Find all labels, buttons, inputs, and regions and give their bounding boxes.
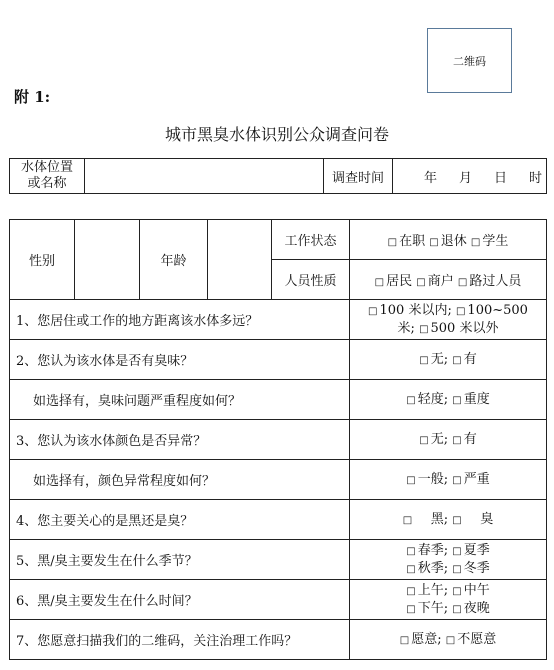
answer-options: □ 无; □ 有: [350, 340, 547, 380]
question-row: [10, 300, 547, 340]
age-input-cell[interactable]: [208, 220, 272, 300]
checkbox-icon[interactable]: □: [457, 277, 468, 288]
gender-label: 性别: [10, 220, 75, 300]
checkbox-icon[interactable]: □: [402, 514, 413, 526]
checkbox-icon[interactable]: □: [406, 585, 416, 597]
question-text: 6、黑/臭主要发生在什么时间？: [10, 580, 350, 620]
question-row: [10, 420, 547, 460]
answer-options: □ 无; □ 有: [350, 420, 547, 460]
checkbox-icon[interactable]: □: [470, 237, 481, 248]
answer-options: □ 100 米以内; □ 100~500 米; □ 500 米以外: [350, 300, 547, 340]
checkbox-icon[interactable]: □: [406, 545, 416, 557]
work-status-label: 工作状态: [272, 220, 350, 260]
survey-table: [9, 219, 547, 660]
answer-options: □ 轻度; □ 重度: [350, 380, 547, 420]
question-row: [10, 340, 547, 380]
question-row: [10, 500, 547, 540]
checkbox-icon[interactable]: □: [399, 634, 410, 646]
checkbox-icon[interactable]: □: [368, 305, 378, 317]
checkbox-icon[interactable]: □: [416, 277, 426, 288]
checkbox-icon[interactable]: □: [419, 354, 429, 366]
answer-options: □ 一般; □ 严重: [350, 460, 547, 500]
question-text: 4、您主要关心的是黑还是臭？: [10, 500, 350, 540]
location-table: [9, 158, 547, 194]
age-label: 年龄: [140, 220, 208, 300]
survey-time-label: 调查时间: [324, 159, 393, 194]
page-title: 城市黑臭水体识别公众调查问卷: [164, 125, 389, 144]
question-text: 2、您认为该水体是否有臭味？: [10, 340, 350, 380]
question-text: 5、黑/臭主要发生在什么季节？: [10, 540, 350, 580]
answer-options: □ 黑; □ 臭: [350, 500, 547, 540]
question-text: 3、您认为该水体颜色是否异常？: [10, 420, 350, 460]
question-text: 1、您居住或工作的地方距离该水体多远？: [10, 300, 350, 340]
checkbox-icon[interactable]: □: [374, 277, 385, 288]
qr-code-placeholder: [427, 28, 512, 93]
checkbox-icon[interactable]: □: [452, 603, 462, 615]
work-status-options: □ 在职 □ 退休 □ 学生: [350, 220, 547, 260]
identity-label: 人员性质: [272, 260, 350, 300]
checkbox-icon[interactable]: □: [445, 634, 456, 646]
checkbox-icon[interactable]: □: [419, 323, 429, 335]
checkbox-icon[interactable]: □: [406, 474, 416, 486]
question-row: [10, 380, 547, 420]
location-label: 水体位置 或名称: [10, 159, 85, 194]
attachment-label: 附 1:: [14, 88, 51, 106]
checkbox-icon[interactable]: □: [429, 237, 439, 248]
checkbox-icon[interactable]: □: [452, 563, 462, 575]
qr-label: 二维码: [453, 54, 486, 68]
answer-options: □ 愿意; □ 不愿意: [350, 620, 547, 660]
checkbox-icon[interactable]: □: [455, 305, 466, 317]
checkbox-icon[interactable]: □: [452, 474, 462, 486]
gender-input-cell[interactable]: [75, 220, 140, 300]
checkbox-icon[interactable]: □: [452, 585, 462, 597]
checkbox-icon[interactable]: □: [452, 394, 462, 406]
checkbox-icon[interactable]: □: [419, 434, 429, 446]
question-row: [10, 620, 547, 660]
question-text: 7、您愿意扫描我们的二维码，关注治理工作吗？: [10, 620, 350, 660]
checkbox-icon[interactable]: □: [387, 237, 398, 248]
question-text: 如选择有，臭味问题严重程度如何？: [10, 380, 350, 420]
identity-options: □ 居民 □ 商户 □ 路过人员: [350, 260, 547, 300]
checkbox-icon[interactable]: □: [452, 354, 462, 366]
checkbox-icon[interactable]: □: [452, 514, 462, 526]
question-row: [10, 540, 547, 580]
checkbox-icon[interactable]: □: [452, 545, 462, 557]
survey-time-input-cell[interactable]: 年 月 日 时: [393, 159, 547, 194]
checkbox-icon[interactable]: □: [406, 603, 416, 615]
answer-options: □ 上午; □ 中午 □ 下午; □ 夜晚: [350, 580, 547, 620]
question-row: [10, 460, 547, 500]
checkbox-icon[interactable]: □: [406, 563, 416, 575]
question-text: 如选择有，颜色异常程度如何？: [10, 460, 350, 500]
answer-options: □ 春季; □ 夏季 □ 秋季; □ 冬季: [350, 540, 547, 580]
checkbox-icon[interactable]: □: [406, 394, 416, 406]
checkbox-icon[interactable]: □: [452, 434, 462, 446]
question-row: [10, 580, 547, 620]
location-input-cell[interactable]: [85, 159, 324, 194]
